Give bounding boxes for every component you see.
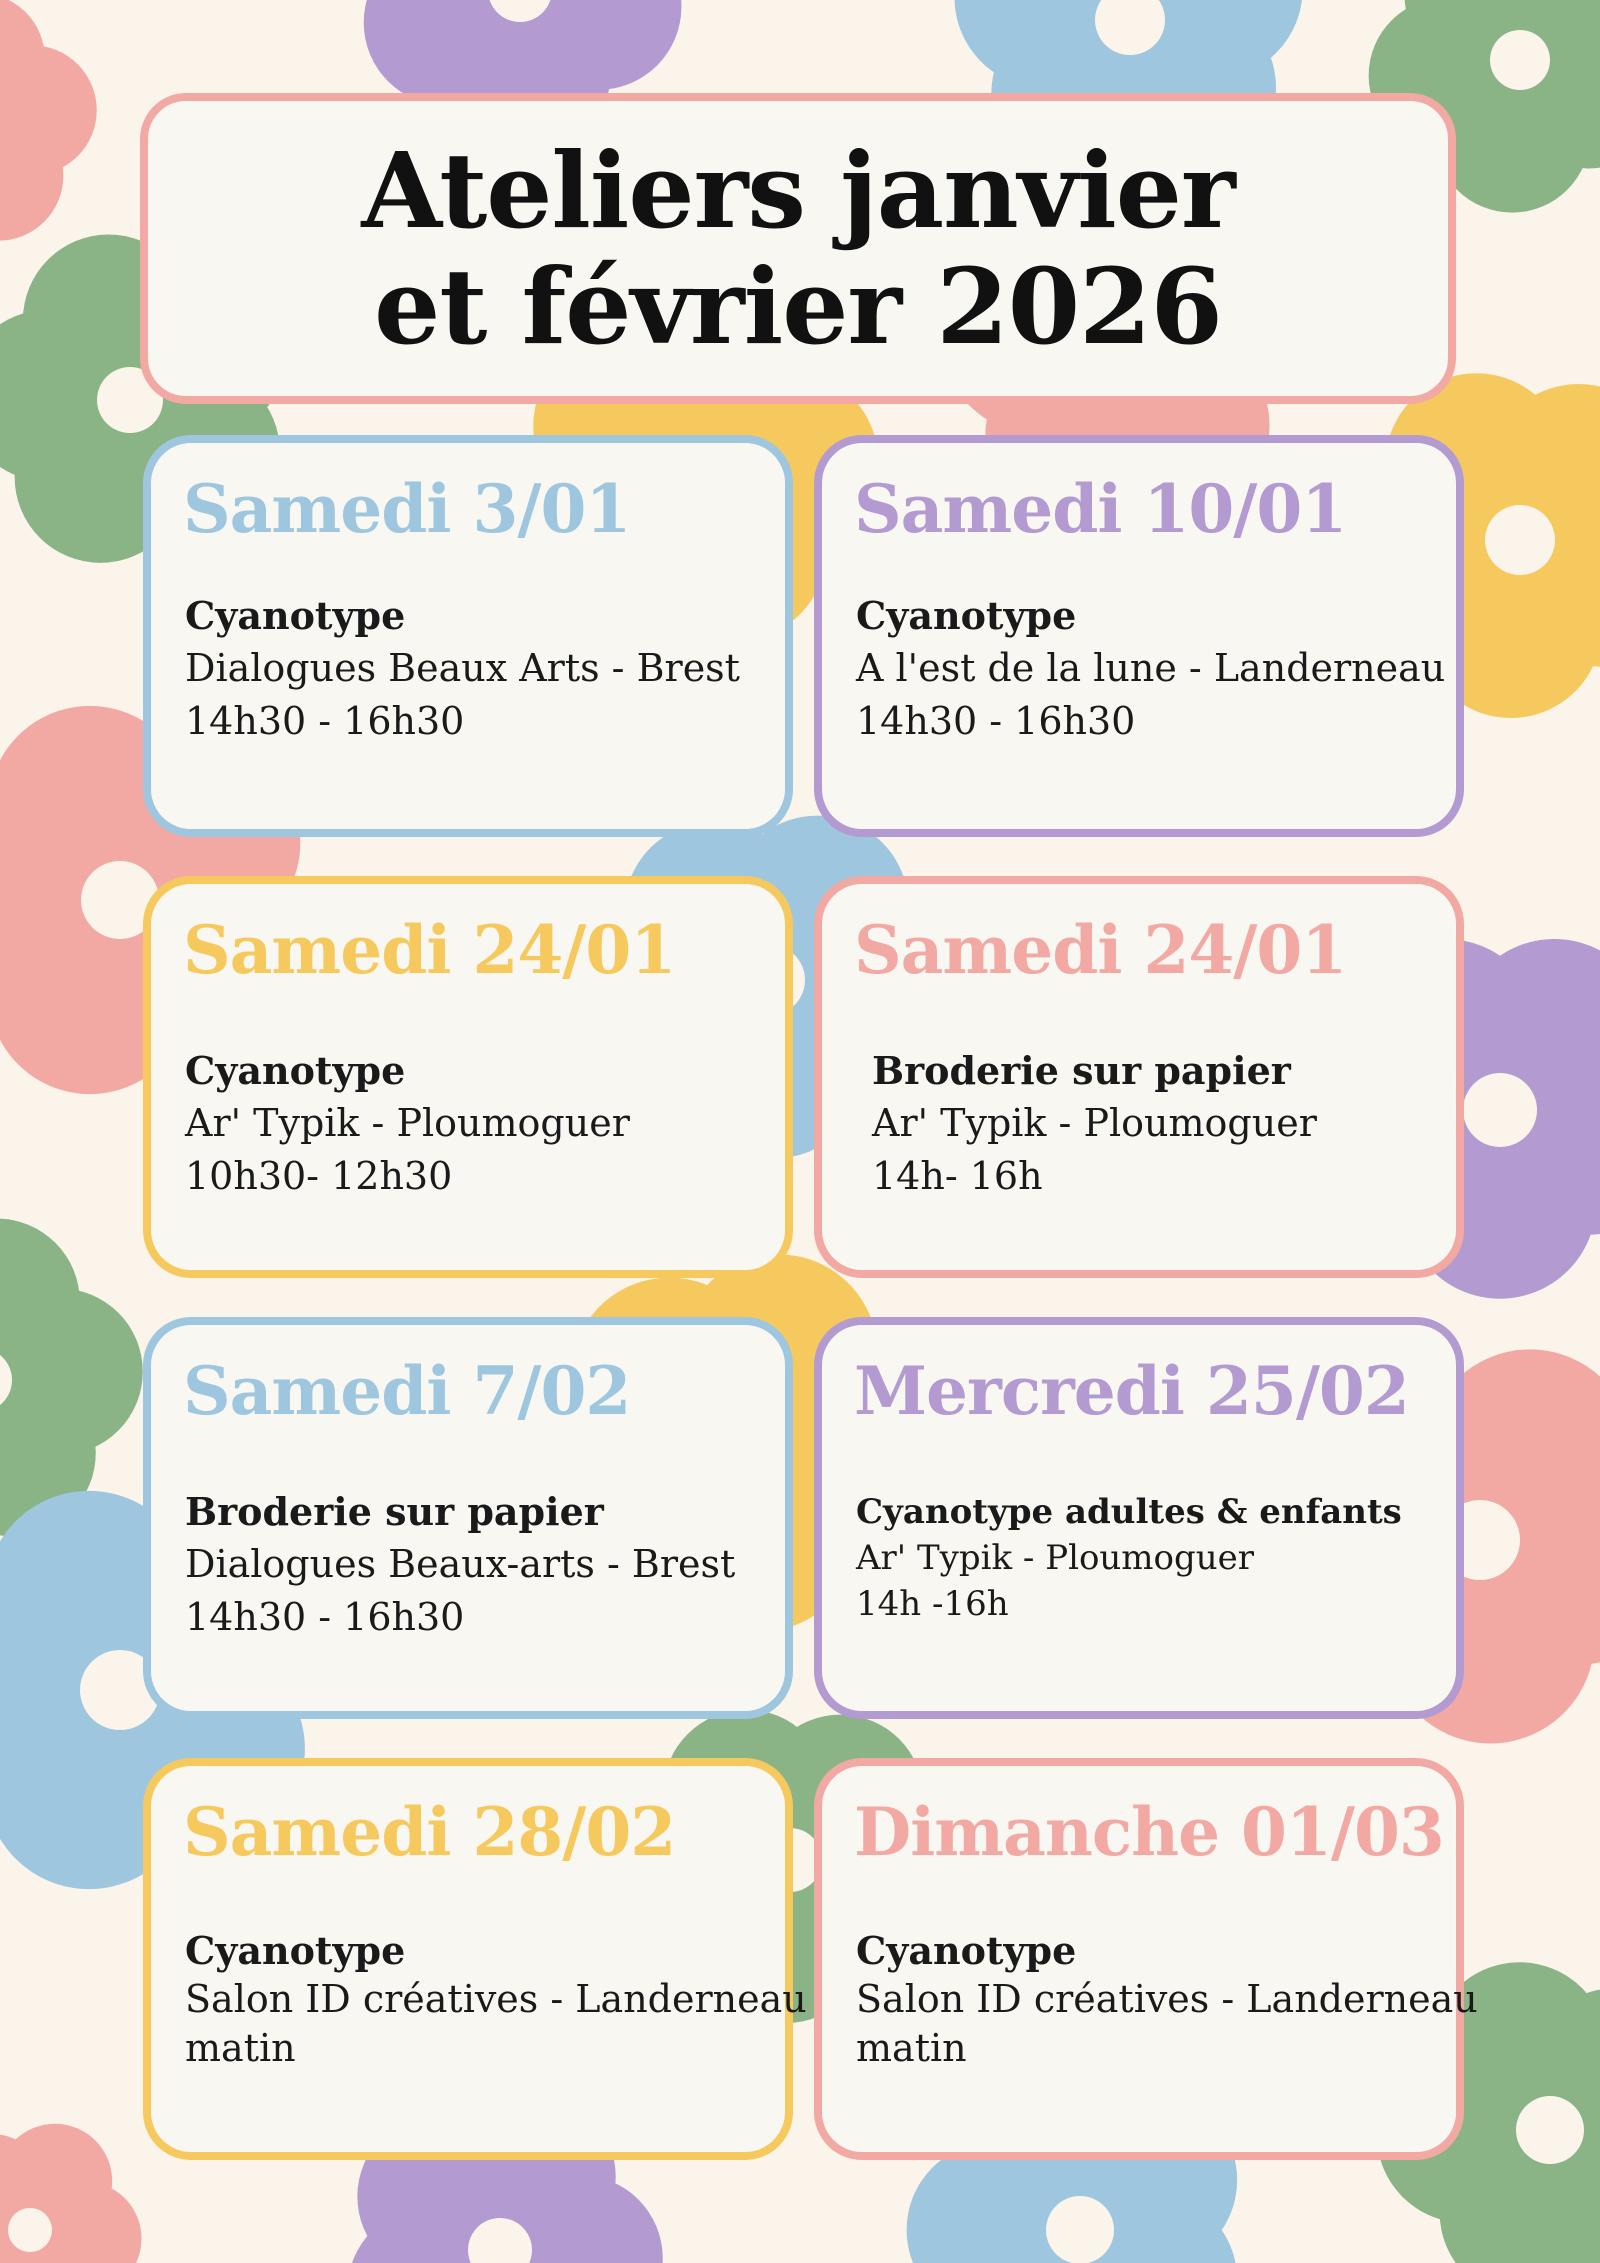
event-activity: Cyanotype (185, 1048, 406, 1093)
event-details (856, 589, 1445, 748)
page-title-line-1: Ateliers janvier (361, 128, 1235, 252)
event-time: 14h -16h (856, 1584, 1009, 1624)
event-place: Ar' Typik - Ploumoguer (856, 1538, 1255, 1578)
flower-shape (0, 1219, 143, 1537)
event-date: Mercredi 25/02 (854, 1352, 1409, 1430)
event-activity: Broderie sur papier (185, 1489, 604, 1534)
event-card-1 (143, 435, 793, 837)
event-time: matin (185, 2026, 296, 2070)
event-card-2 (814, 435, 1464, 837)
event-activity: Cyanotype (185, 593, 406, 638)
event-time: 14h30 - 16h30 (185, 699, 465, 743)
event-details (185, 1926, 807, 2073)
event-card-4 (814, 876, 1464, 1278)
event-time: 10h30- 12h30 (185, 1154, 453, 1198)
event-place: A l'est de la lune - Landerneau (856, 646, 1446, 690)
event-details (185, 589, 740, 748)
event-card-7 (143, 1758, 807, 2160)
event-activity: Cyanotype (185, 1928, 406, 1973)
event-date: Samedi 7/02 (183, 1352, 631, 1430)
event-activity: Cyanotype adultes & enfants (856, 1492, 1402, 1532)
event-details (872, 1044, 1317, 1203)
page-title-line-2: et février 2026 (374, 244, 1222, 368)
flower-shape (0, 0, 97, 241)
event-details (856, 1926, 1478, 2073)
event-date: Samedi 10/01 (854, 470, 1347, 548)
event-place: Salon ID créatives - Landerneau (856, 1977, 1478, 2021)
title-banner (140, 93, 1456, 404)
event-time: 14h- 16h (872, 1154, 1043, 1198)
event-card-3 (143, 876, 793, 1278)
event-date: Samedi 24/01 (854, 911, 1347, 989)
event-card-8 (814, 1758, 1478, 2160)
event-date: Samedi 24/01 (183, 911, 676, 989)
event-details (185, 1044, 630, 1203)
event-card-5 (143, 1317, 793, 1719)
event-time: matin (856, 2026, 967, 2070)
event-date: Samedi 28/02 (183, 1793, 676, 1871)
event-place: Ar' Typik - Ploumoguer (872, 1101, 1317, 1145)
event-place: Salon ID créatives - Landerneau (185, 1977, 807, 2021)
flower-shape (0, 2124, 142, 2263)
event-date: Dimanche 01/03 (854, 1793, 1444, 1871)
event-date: Samedi 3/01 (183, 470, 631, 548)
event-place: Dialogues Beaux-arts - Brest (185, 1542, 736, 1586)
event-place: Ar' Typik - Ploumoguer (185, 1101, 630, 1145)
event-details (185, 1485, 735, 1644)
event-card-6 (814, 1317, 1464, 1719)
event-activity: Cyanotype (856, 593, 1077, 638)
event-activity: Cyanotype (856, 1928, 1077, 1973)
event-details (856, 1489, 1402, 1627)
event-place: Dialogues Beaux Arts - Brest (185, 646, 740, 690)
event-activity: Broderie sur papier (872, 1048, 1291, 1093)
event-time: 14h30 - 16h30 (185, 1595, 465, 1639)
event-time: 14h30 - 16h30 (856, 699, 1136, 743)
